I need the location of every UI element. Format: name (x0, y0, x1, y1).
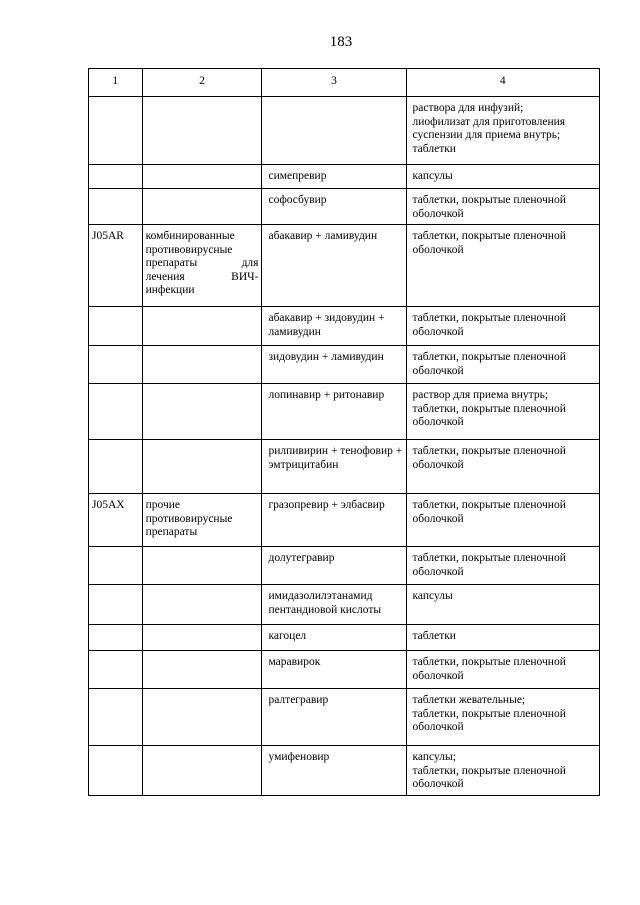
table-row (89, 547, 600, 585)
drug-name-cell: симепревир (262, 165, 406, 189)
drug-group-cell (142, 384, 262, 440)
atc-code-cell: J05AX (89, 494, 143, 547)
dosage-form: таблетки, покрытые пленочной оболочкой (412, 552, 566, 578)
drug-group-cell (142, 165, 262, 189)
atc-code-cell (89, 585, 143, 625)
drug-group-cell (142, 585, 262, 625)
atc-code-cell (89, 165, 143, 189)
dosage-form: капсулы (412, 590, 453, 602)
drug-name-cell: имидазолилэтанамид пентандиовой кислоты (262, 585, 406, 625)
dosage-form: таблетки (412, 630, 456, 642)
drug-name-cell: умифеновир (262, 746, 406, 796)
dosage-form: лиофилизат для приготовления суспензии для приема внутрь; (412, 115, 566, 141)
dosage-forms-cell (406, 625, 599, 651)
drug-group-cell (142, 440, 262, 494)
atc-code-cell: J05AR (89, 225, 143, 307)
dosage-forms-cell (406, 494, 599, 547)
drug-group-cell (142, 189, 262, 225)
drug-group-cell (142, 651, 262, 689)
dosage-forms-cell (406, 547, 599, 585)
table-row (89, 689, 600, 746)
drug-name-cell: абакавир + зидовудин + ламивудин (262, 307, 406, 346)
dosage-forms-cell (406, 346, 599, 384)
table-row (89, 625, 600, 651)
dosage-form: таблетки, покрытые пленочной оболочкой (412, 707, 566, 733)
dosage-form: таблетки, покрытые пленочной оболочкой (412, 312, 566, 338)
dosage-form: таблетки, покрытые пленочной оболочкой (412, 499, 566, 525)
dosage-forms-cell (406, 189, 599, 225)
drug-name-cell: ралтегравир (262, 689, 406, 746)
dosage-form: таблетки жевательные; (412, 694, 526, 706)
drug-name-cell: лопинавир + ритонавир (262, 384, 406, 440)
drug-name-cell: маравирок (262, 651, 406, 689)
drug-group-cell (142, 346, 262, 384)
drug-group-cell: комбинированные противовирусные препараты для лечения ВИЧ-инфекции (142, 225, 262, 307)
drug-name-cell: абакавир + ламивудин (262, 225, 406, 307)
atc-code-cell (89, 689, 143, 746)
atc-code-cell (89, 189, 143, 225)
atc-code-cell (89, 440, 143, 494)
table-row (89, 651, 600, 689)
atc-code-cell (89, 97, 143, 165)
drug-group-cell (142, 307, 262, 346)
dosage-form: таблетки, покрытые пленочной оболочкой (412, 402, 566, 428)
atc-code-cell (89, 384, 143, 440)
table-row (89, 225, 600, 307)
dosage-form: таблетки, покрытые пленочной оболочкой (412, 764, 566, 790)
atc-code-cell (89, 346, 143, 384)
table-header-row (89, 69, 600, 97)
table-row (89, 746, 600, 796)
dosage-forms-cell (406, 384, 599, 440)
drug-name-cell: гразопревир + элбасвир (262, 494, 406, 547)
drug-group-cell (142, 547, 262, 585)
table-row (89, 307, 600, 346)
drug-name-cell (262, 97, 406, 165)
dosage-form: раствор для приема внутрь; (412, 389, 549, 401)
table-row (89, 97, 600, 165)
dosage-forms-cell (406, 225, 599, 307)
dosage-forms-cell (406, 440, 599, 494)
atc-code-cell (89, 651, 143, 689)
atc-code-cell (89, 547, 143, 585)
atc-code-cell (89, 625, 143, 651)
dosage-forms-cell (406, 651, 599, 689)
dosage-forms-cell (406, 585, 599, 625)
table-row (89, 346, 600, 384)
dosage-form: раствора для инфузий; (412, 102, 524, 114)
table-row (89, 384, 600, 440)
dosage-form: капсулы; (412, 751, 456, 763)
dosage-forms-cell (406, 165, 599, 189)
atc-code-cell (89, 746, 143, 796)
dosage-form: капсулы (412, 170, 453, 182)
table-row (89, 585, 600, 625)
table-row (89, 494, 600, 547)
drug-group-cell (142, 97, 262, 165)
dosage-form: таблетки, покрытые пленочной оболочкой (412, 230, 566, 256)
drug-name-cell: рилпивирин + тенофовир + эмтрицитабин (262, 440, 406, 494)
dosage-forms-cell (406, 97, 599, 165)
column-header: 1 (89, 69, 143, 97)
dosage-forms-cell (406, 689, 599, 746)
dosage-form: таблетки, покрытые пленочной оболочкой (412, 445, 566, 471)
dosage-forms-cell (406, 307, 599, 346)
drug-name-cell: софосбувир (262, 189, 406, 225)
dosage-form: таблетки (412, 142, 456, 155)
page-number: 183 (329, 34, 353, 50)
atc-code-cell (89, 307, 143, 346)
dosage-forms-cell (406, 746, 599, 796)
drug-group-cell (142, 625, 262, 651)
column-header: 2 (142, 69, 262, 97)
drug-name-cell: долутегравир (262, 547, 406, 585)
column-header: 4 (406, 69, 599, 97)
drug-table (88, 68, 600, 796)
table-row (89, 165, 600, 189)
table-row (89, 189, 600, 225)
dosage-form: таблетки, покрытые пленочной оболочкой (412, 656, 566, 682)
drug-name-cell: зидовудин + ламивудин (262, 346, 406, 384)
table-row (89, 440, 600, 494)
drug-group-cell: прочие противовирусные препараты (142, 494, 262, 547)
dosage-form: таблетки, покрытые пленочной оболочкой (412, 194, 566, 220)
column-header: 3 (262, 69, 406, 97)
drug-name-cell: кагоцел (262, 625, 406, 651)
drug-group-cell (142, 746, 262, 796)
table-body (89, 97, 600, 796)
drug-group-cell (142, 689, 262, 746)
dosage-form: таблетки, покрытые пленочной оболочкой (412, 351, 566, 377)
